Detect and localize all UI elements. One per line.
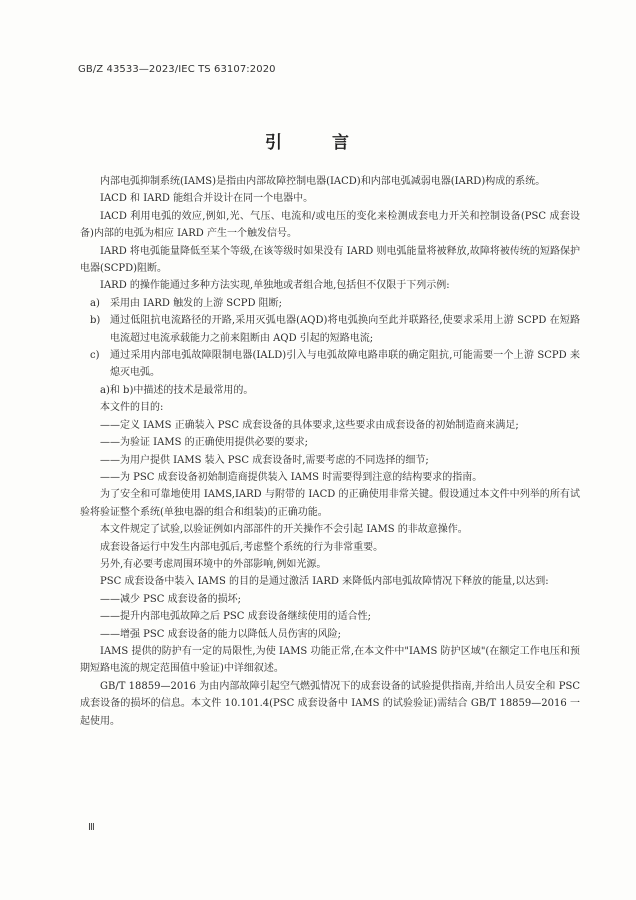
paragraph: 本文件的目的:	[100, 402, 164, 414]
paragraph: IARD 的操作能通过多种方法实现,单独地或者组合地,包括但不仅限于下列示例:	[100, 280, 450, 292]
list-text: 采用由 IARD 触发的上游 SCPD 阻断;	[110, 297, 283, 309]
list-item	[80, 295, 580, 312]
list-item	[80, 347, 580, 382]
paragraph: IACD 利用电弧的效应,例如,光、气压、电流和/或电压的变化来检测成套电力开关和控制设备(PSC 成套设备)内部的电弧为相应 IARD 产生一个触发信号。	[80, 210, 580, 240]
document-header-id: GB/Z 43533—2023/IEC TS 63107:2020	[78, 64, 276, 75]
list-text: 通过低阻抗电流路径的开路,采用灭弧电器(AQD)将电弧换向至此并联路径,使要求采用上游 SCPD 在短路电流超过电流承载能力之前来阻断由 AQD 引起的短路电流;	[110, 315, 580, 344]
dash-item: ——减少 PSC 成套设备的损坏;	[100, 593, 241, 605]
document-body	[80, 173, 580, 730]
dash-item: ——为验证 IAMS 的正确使用提供必要的要求;	[100, 437, 308, 449]
dash-item: ——定义 IAMS 正确装入 PSC 成套设备的具体要求,这些要求由成套设备的初始制造商来满足;	[100, 419, 519, 431]
list-text: 通过采用内部电弧故障限制电器(IALD)引入与电弧故障电路串联的确定阻抗,可能需要一个上游 SCPD 来熄灭电弧。	[110, 350, 580, 379]
paragraph: IACD 和 IARD 能组合并设计在同一个电器中。	[100, 193, 314, 205]
paragraph: 另外,有必要考虑周围环境中的外部影响,例如光源。	[100, 558, 327, 570]
dash-item: ——为用户提供 IAMS 装入 PSC 成套设备时,需要考虑的不同选择的细节;	[100, 454, 429, 466]
paragraph: IAMS 提供的防护有一定的局限性,为使 IAMS 功能正常,在本文件中"IAMS 防护区域"(在额定工作电压和预期短路电流的规定范围值中验证)中详细叙述。	[80, 645, 580, 675]
paragraph: 为了安全和可靠地使用 IAMS,IARD 与附带的 IACD 的正确使用非常关键。假设通过本文件中列举的所有试验将验证整个系统(单独电器的组合和组装)的正确功能。	[80, 489, 580, 518]
paragraph: 内部电弧抑制系统(IAMS)是指由内部故障控制电器(IACD)和内部电弧减弱电器(IARD)构成的系统。	[100, 176, 546, 187]
paragraph: GB/T 18859—2016 为由内部故障引起空气燃弧情况下的成套设备的试验提供指南,并给出人员安全和 PSC 成套设备的损坏的信息。本文件 10.101.4(PSC 成套设备中 IAMS 的试验验证)需结合 GB/T 18859—2016 一起使用。	[80, 680, 580, 727]
list-item	[80, 312, 580, 347]
paragraph: 本文件规定了试验,以验证例如内部部件的开关操作不会引起 IAMS 的非故意操作。	[100, 524, 468, 536]
section-title: 引 言	[265, 133, 371, 153]
page-number: Ⅲ	[88, 822, 95, 833]
dash-item: ——增强 PSC 成套设备的能力以降低人员伤害的风险;	[100, 628, 341, 640]
paragraph: a)和 b)中描述的技术是最常用的。	[100, 384, 254, 396]
list-marker: b)	[90, 315, 101, 327]
list-marker: a)	[90, 297, 100, 309]
paragraph: 成套设备运行中发生内部电弧后,考虑整个系统的行为非常重要。	[100, 541, 384, 553]
paragraph: PSC 成套设备中装入 IAMS 的目的是通过激活 IARD 来降低内部电弧故障情况下释放的能量,以达到:	[100, 576, 549, 588]
dash-item: ——为 PSC 成套设备初始制造商提供装入 IAMS 时需要得到注意的结构要求的指南。	[100, 471, 483, 483]
dash-item: ——提升内部电弧故障之后 PSC 成套设备继续使用的适合性;	[100, 611, 371, 623]
list-marker: c)	[90, 350, 100, 362]
paragraph: IARD 将电弧能量降低至某个等级,在该等级时如果没有 IARD 则电弧能量将被释放,故障将被传统的短路保护电器(SCPD)阻断。	[80, 245, 580, 275]
